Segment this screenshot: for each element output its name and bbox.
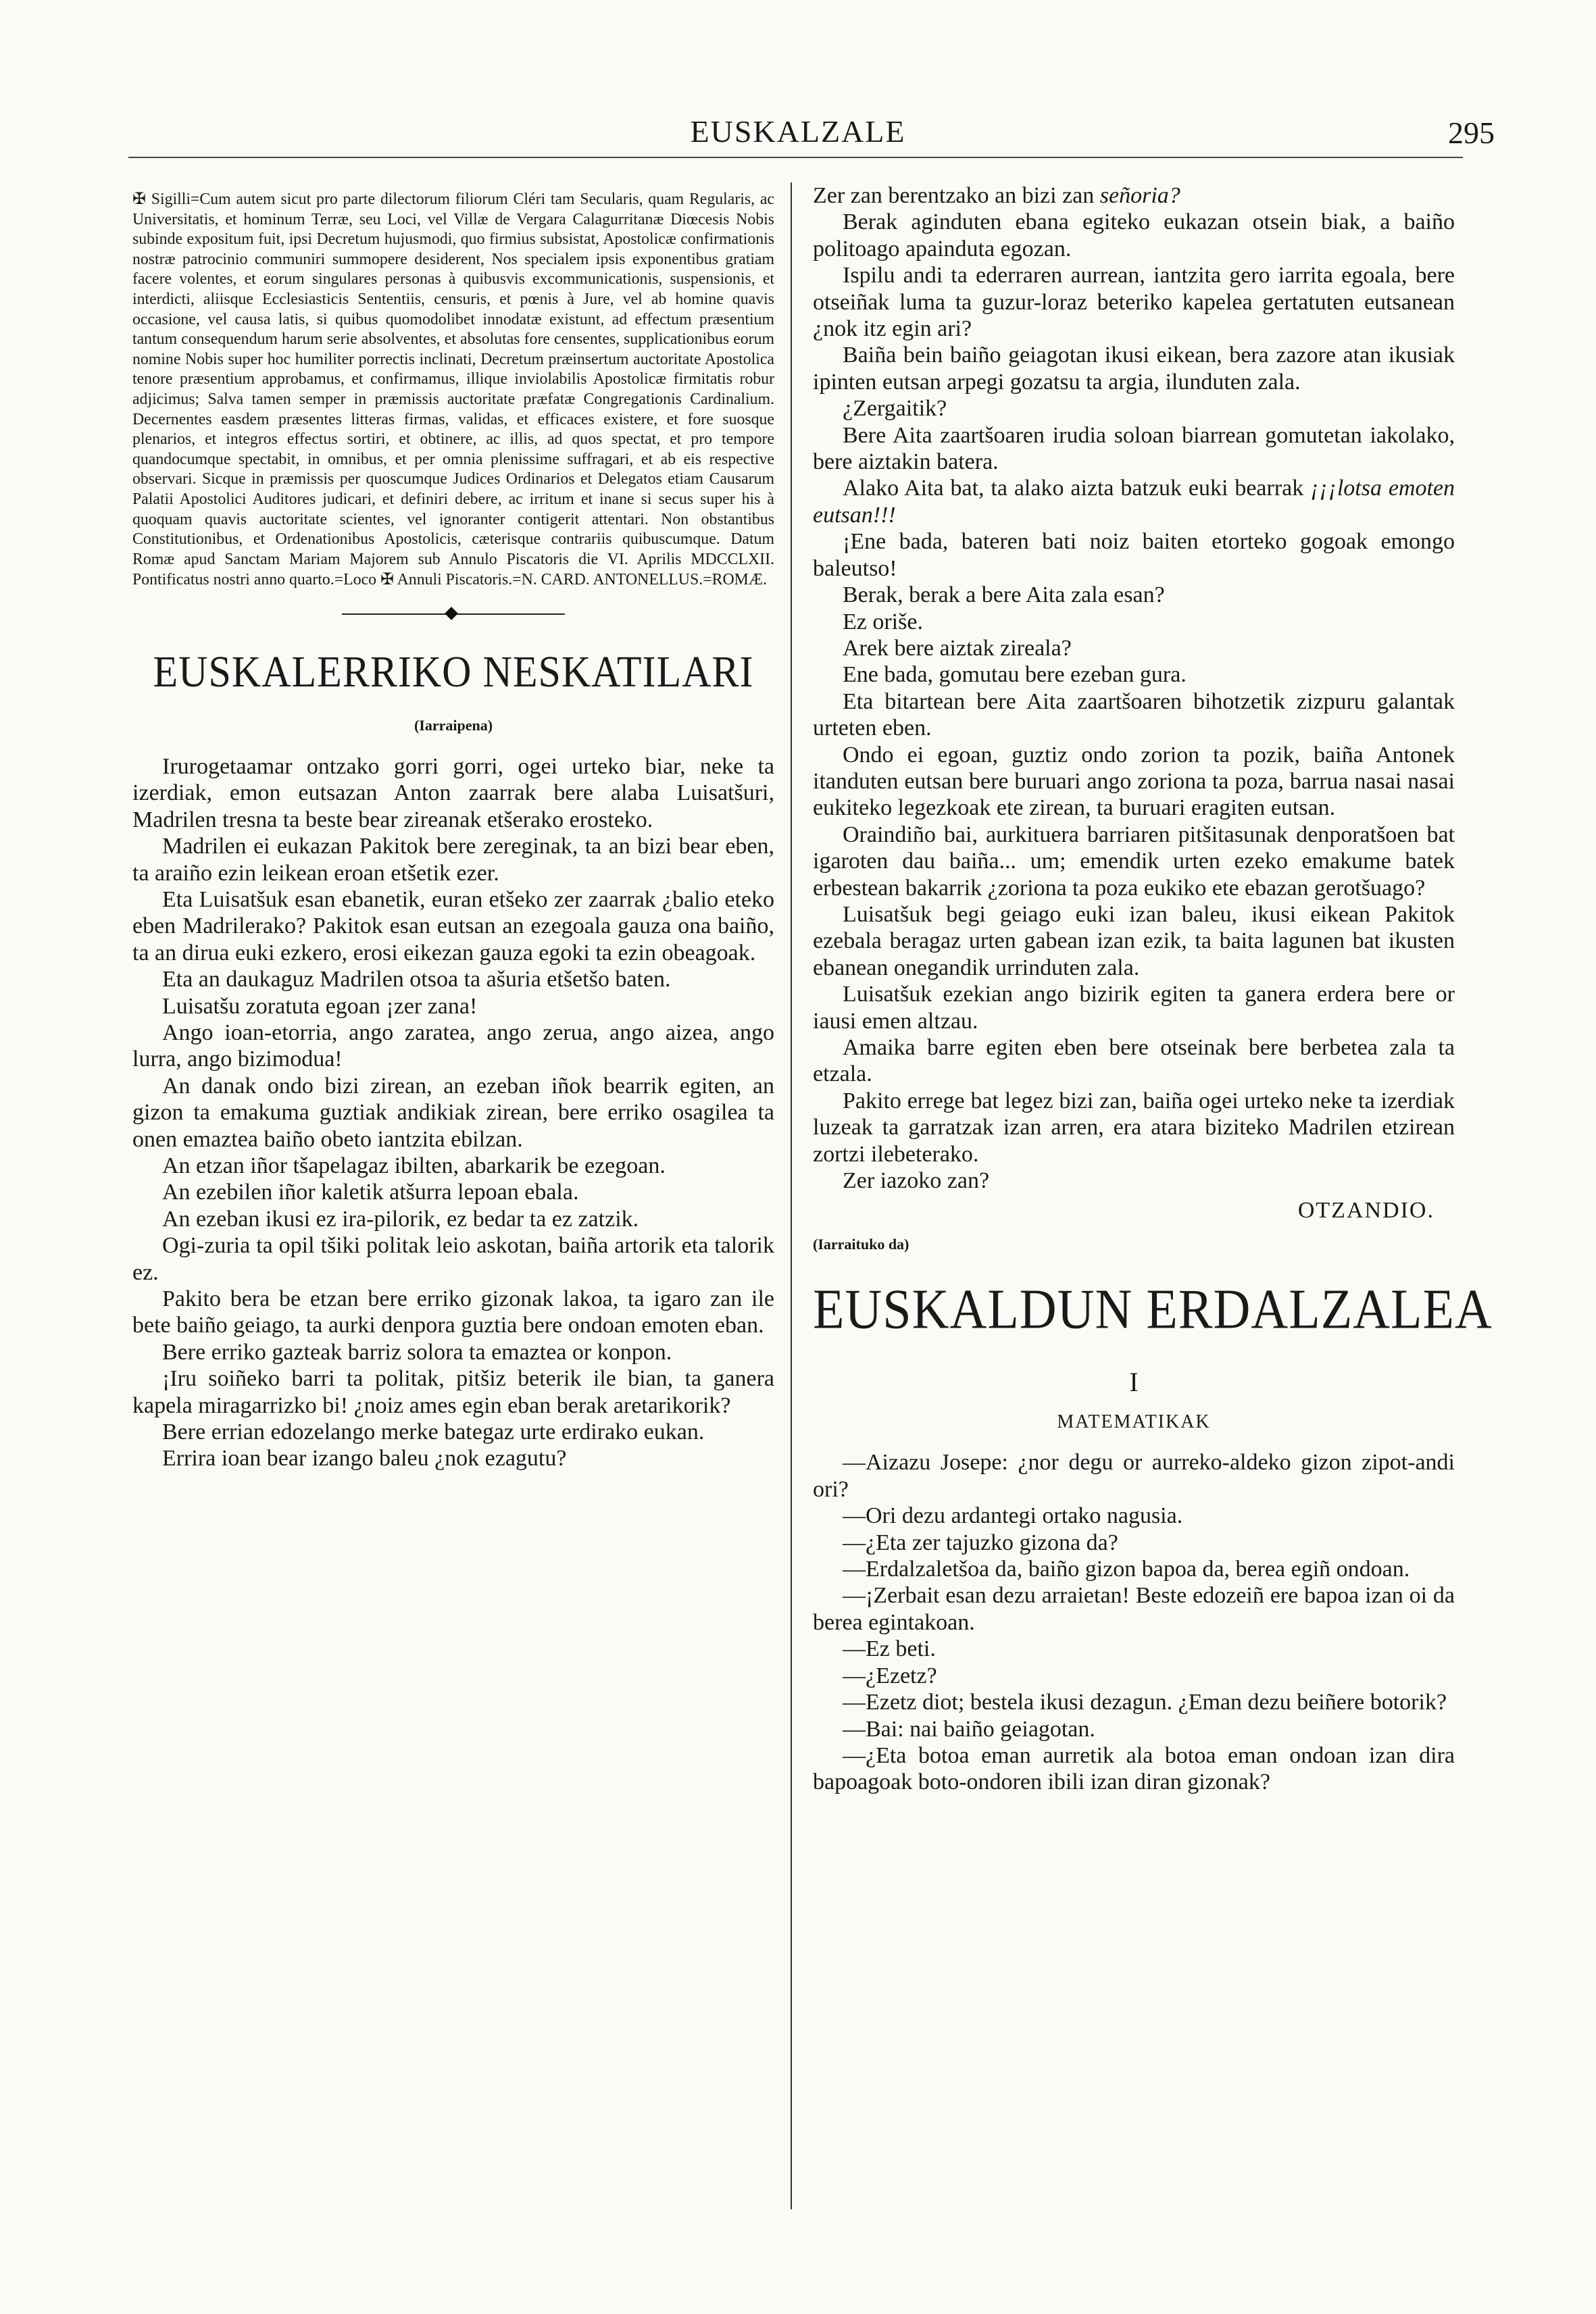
paragraph-text: Arek bere aiztak zireala? (843, 635, 1072, 661)
paragraph-text: Baiña bein baiño geiagotan ikusi eikean, bera zazore atan ikusiak ipinten eutsan arpegi gozatsu ta argia, ilunduten zala. (813, 343, 1455, 395)
dialogue-line: —Aizazu Josepe: ¿nor degu or aurreko-aldeko gizon zipot-andi ori? (813, 1450, 1455, 1502)
paragraph (813, 901, 1455, 981)
header-rule (128, 157, 1463, 158)
story-body-left (132, 753, 774, 1472)
paragraph: An ezebilen iñor kaletik atšurra lepoan ebala. (162, 1180, 579, 1205)
cross-icon: ✠ (132, 189, 146, 208)
paragraph (813, 1034, 1455, 1088)
paragraph (813, 822, 1455, 901)
paragraph (813, 582, 1455, 608)
paragraph-text: Alako Aita bat, ta alako aizta batzuk euki bearrak (843, 476, 1311, 501)
paragraph (813, 661, 1455, 688)
cross-icon-2: ✠ (380, 570, 394, 589)
paragraph-text: Bere Aita zaartšoaren irudia soloan biarrean gomutetan iakolako, bere aiztakin batera. (813, 422, 1455, 475)
emphasis-text: señoria? (1099, 183, 1180, 208)
paragraph (813, 182, 1455, 209)
latin-decree-closing: Annuli Piscatoris.=N. CARD. ANTONELLUS.=ROMÆ. (397, 571, 767, 589)
paragraph-text: Ez oriše. (843, 609, 923, 634)
paragraph: Pakito bera be etzan bere erriko gizonak lakoa, ta igaro zan ile bete baiño geiago, ta aurki denpora guztia bere ondoan emoten eban. (132, 1286, 774, 1338)
paragraph (813, 395, 1455, 422)
right-column (813, 182, 1493, 1796)
paragraph: Luisatšu zoratuta egoan ¡zer zana! (162, 993, 478, 1019)
paragraph (813, 262, 1455, 342)
emphasis-text: ¡¡¡lotsa emoten eutsan!!! (813, 476, 1455, 528)
dialogue-line: —Bai: nai baiño geiagotan. (843, 1716, 1095, 1742)
article-title: EUSKALDUN ERDALZALEA (813, 1278, 1493, 1341)
paragraph-text: Pakito errege bat legez bizi zan, baiña ogei urteko neke ta izerdiak luzeak ta garratzak izan arren, era atara biziteko Madrilen etzirean zortzi ilebeterako. (813, 1088, 1455, 1167)
paragraph (813, 422, 1455, 476)
paragraph (813, 528, 1455, 582)
paragraph-text: Berak, berak a bere Aita zala esan? (843, 582, 1165, 608)
dialogue-line: —Ori dezu ardantegi ortako nagusia. (843, 1503, 1183, 1529)
chapter-title: MATEMATIKAK (1057, 1411, 1211, 1433)
paragraph: Ogi-zuria ta opil tšiki politak leio askotan, baiña artorik eta talorik ez. (132, 1233, 774, 1285)
paragraph-text: Zer zan berentzako an bizi zan (813, 183, 1100, 208)
paragraph (813, 981, 1455, 1034)
column-divider (791, 182, 792, 2209)
story-body-right (813, 182, 1455, 1194)
paragraph (813, 475, 1455, 528)
paragraph-text: Oraindiño bai, aurkituera barriaren pitšitasunak denporatšoen bat igaroten dau baiña... um; emendik urten ezeko emakume batek erbestean bakarrik ¿zoriona ta poza eukiko ete ebazan gerotšuago? (813, 822, 1455, 901)
paragraph-text: Zer iazoko zan? (843, 1168, 990, 1194)
paragraph-text: Luisatšuk ezekian ango bizirik egiten ta ganera erdera bere or iausi emen altzau. (813, 982, 1455, 1034)
paragraph: Irurogetaamar ontzako gorri gorri, ogei urteko biar, neke ta izerdiak, emon eutsazan Anton zaarrak bere alaba Luisatšuri, Madrilen tresna ta beste bear zireanak etšerako erosteko. (132, 753, 774, 832)
paragraph: ¡Iru soiñeko barri ta politak, pitšiz beterik ile bian, ta ganera kapela miragarrizko bi! ¿noiz ames egin eban berak aretarikorik? (132, 1366, 774, 1418)
paragraph: An danak ondo bizi zirean, an ezeban iñok bearrik egiten, an gizon ta emakuma guztiak andikiak zirean, bere erriko osagilea ta onen emaztea baiño obeto iantzita ebilzan. (132, 1073, 774, 1152)
page-number: 295 (1448, 116, 1495, 150)
paragraph: Ango ioan-etorria, ango zaratea, ango zerua, ango aizea, ango lurra, ango bizimodua! (132, 1020, 774, 1072)
paragraph-text: Luisatšuk begi geiago euki izan baleu, ikusi eikean Pakitok ezebala beragaz urten gabean izan ezik, ta baita lagunen bat ikusten ebanean onegandik urrinduten zala. (813, 901, 1455, 980)
paragraph-text: Berak aginduten ebana egiteko eukazan otsein biak, a baiño politoago apainduta egozan. (813, 209, 1455, 261)
latin-decree-text (132, 189, 774, 590)
paragraph (813, 688, 1455, 742)
paragraph-text: Ene bada, gomutau bere ezeban gura. (843, 662, 1187, 688)
paragraph (813, 1167, 1455, 1194)
paragraph: An ezeban ikusi ez ira-pilorik, ez bedar ta ez zatzik. (162, 1206, 639, 1232)
continued-note: (Iarraituko da) (813, 1236, 909, 1253)
paragraph: Errira ioan bear izango baleu ¿nok ezagutu? (162, 1446, 567, 1472)
dialogue-line: —¡Zerbait esan dezu arraietan! Beste edozeiñ ere bapoa izan oi da berea egintakoan. (813, 1583, 1455, 1635)
left-column (132, 182, 774, 1472)
dialogue-line: —Ez beti. (843, 1636, 936, 1662)
dialogue-line: —¿Ezetz? (843, 1663, 937, 1688)
paragraph: Bere errian edozelango merke bategaz urte erdirako eukan. (162, 1419, 705, 1445)
paragraph-text: Ondo ei egoan, guztiz ondo zorion ta pozik, baiña Antonek itanduten eutsan bere buruari ango zoriona ta poza, barrua nasai nasai eukiteko legezkoak ete zirean, ta buruari eragiten eutsan. (813, 742, 1455, 821)
paragraph: An etzan iñor tšapelagaz ibilten, abarkarik be ezegoan. (162, 1153, 666, 1178)
paragraph: Eta an daukaguz Madrilen otsoa ta ašuria etšetšo baten. (162, 967, 671, 992)
dialogue-line: —Erdalzaletšoa da, baiño gizon bapoa da, berea egiñ ondoan. (843, 1557, 1410, 1582)
paragraph (813, 635, 1455, 661)
dialogue-line: —¿Eta zer tajuzko gizona da? (843, 1530, 1118, 1555)
section-title: EUSKALERRIKO NESKATILARI (153, 647, 754, 697)
section-subtitle: (Iarraipena) (414, 716, 493, 734)
dialogue-line: —Ezetz diot; bestela ikusi dezagun. ¿Eman dezu beiñere botorik? (843, 1690, 1447, 1715)
dialogue-body (813, 1449, 1455, 1795)
paragraph-text: Amaika barre egiten eben bere otseinak bere berbetea zala ta etzala. (813, 1035, 1455, 1087)
paragraph (813, 342, 1455, 395)
running-title: EUSKALZALE (690, 114, 906, 149)
dialogue-line: —¿Eta botoa eman aurretik ala botoa eman ondoan izan dira bapoagoak boto-ondoren ibili izan diran gizonak? (813, 1742, 1455, 1795)
author-signature: OTZANDIO. (1297, 1198, 1435, 1224)
paragraph: Madrilen ei eukazan Pakitok bere zereginak, ta an bizi bear eben, ta araiño ezin leikean eroan etšetik ezer. (132, 834, 774, 886)
paragraph-text: Eta bitartean bere Aita zaartšoaren bihotzetik zizpuru galantak urteten eben. (813, 688, 1455, 741)
paragraph (813, 1088, 1455, 1167)
paragraph-text: Ispilu andi ta ederraren aurrean, iantzita gero iarrita egoala, bere otseiñak luma ta guzur-loraz beteriko kapelea gertatuten eutsanean ¿nok itz egin ari? (813, 263, 1455, 342)
paragraph (813, 742, 1455, 822)
paragraph (813, 609, 1455, 635)
paragraph-text: ¿Zergaitik? (843, 396, 947, 422)
latin-decree-body: Sigilli=Cum autem sicut pro parte dilectorum filiorum Cléri tam Secularis, quam Regularis, ac Universitatis, et hominum Terræ, seu Loci, vel Villæ de Vergara Calagurritanæ Diœcesis Nobis subinde expositum fuit, ipsi Decretum hujusmodi, quo firmius subsistat, Apostolicæ confirmationis nostræ patrocinio communiri summopere desiderent, Nos specialem ipsis exponentibus gratiam facere volentes, et eorum singulares personas à quibusvis excommunicationis, suspensionis, et interdicti, aliisque Ecclesiasticis Sententiis, censuris, et pœnis à Jure, vel ab homine quavis occasione, vel causa latis, si quibus quomodolibet innodatæ existunt, ad effectum præsentium tantum consequendum harum serie absolventes, et absolutas fore censentes, supplicationibus eorum nomine Nobis super hoc humiliter porrectis inclinati, Decretum præinsertum auctoritate Apostolica tenore præsentium approbamus, et confirmamus, illique inviolabilis Apostolicæ firmitatis robur adjicimus; Salva tamen semper in præmissis auctoritate præfatæ Congregationis Cardinalium. Decernentes easdem præsentes litteras firmas, validas, et efficaces existere, et fore suosque plenarios, et integros effectus sortiri, et obtinere, ac illis, ad quos spectat, et pro tempore quandocumque spectabit, in omnibus, et per omnia plenissime suffragari, et ab eis respective observari. Sicque in præmissis per quoscumque Judices Ordinarios et Delegatos etiam Causarum Palatii Apostolici Auditores judicari, et definiri debere, ac irritum et inane si secus super his à quoquam quavis auctoritate scientes, vel ignoranter contigerit attentari. Non obstantibus Constitutionibus, et Ordenationibus Apostolicis, cæterisque contrariis quibuscumque. Datum Romæ apud Sanctam Mariam Majorem sub Annulo Piscatoris die VI. Aprilis MDCCLXII. Pontificatus nostri anno quarto.=Loco (132, 191, 774, 589)
paragraph: Eta Luisatšuk esan ebanetik, euran etšeko zer zaarrak ¿balio eteko eben Madrilerako? Pakitok esan eutsan an ezegoala gauza ona baiño, ta an dirua euki ezkero, erosi eikezan gauza egoki ta ezin obeagoak. (132, 886, 774, 965)
chapter-number: I (1129, 1367, 1139, 1398)
paragraph (813, 209, 1455, 262)
paragraph-text: ¡Ene bada, bateren bati noiz baiten etorteko gogoak emongo baleutso! (813, 529, 1455, 581)
paragraph: Bere erriko gazteak barriz solora ta emaztea or konpon. (162, 1339, 672, 1365)
ornament-divider (342, 607, 565, 622)
